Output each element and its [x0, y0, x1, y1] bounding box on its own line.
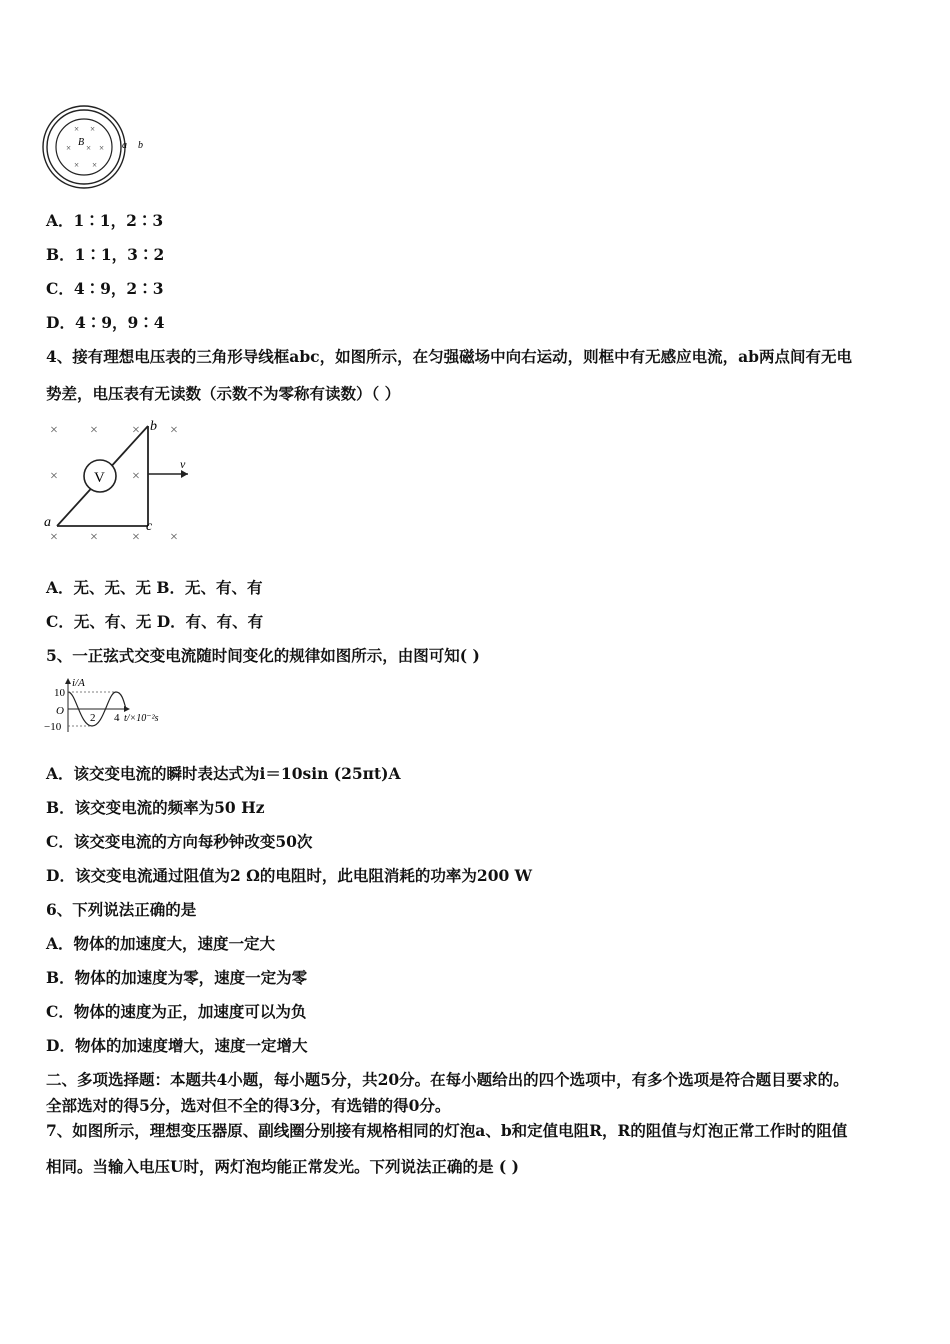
label-v: v: [180, 457, 186, 471]
q3-option-c: C．4∶9，2∶3: [46, 279, 164, 298]
label-a: a: [44, 515, 51, 530]
svg-text:×: ×: [170, 530, 178, 545]
q3-option-d: D．4∶9，9∶4: [46, 313, 165, 332]
svg-text:×: ×: [170, 423, 178, 438]
q6-option-a: A．物体的加速度大，速度一定大: [46, 934, 276, 953]
origin-label: O: [56, 705, 64, 717]
svg-text:×: ×: [74, 160, 80, 170]
q5-option-b: B．该交变电流的频率为50 Hz: [46, 798, 265, 817]
q7-stem-line1: 7、如图所示，理想变压器原、副线圈分别接有规格相同的灯泡a、b和定值电阻R，R的阻值与灯泡正常工作时的阻值: [46, 1121, 848, 1140]
svg-text:×: ×: [92, 160, 98, 170]
svg-text:×: ×: [74, 124, 80, 134]
x-axis-label: t/×10⁻²s: [124, 713, 159, 724]
q3-option-a: A．1∶1，2∶3: [46, 211, 164, 230]
svg-text:×: ×: [90, 423, 98, 438]
q4-stem-line1: 4、接有理想电压表的三角形导线框abc，如图所示，在匀强磁场中向右运动，则框中有无感应电流，ab两点间有无电: [46, 347, 852, 366]
svg-text:×: ×: [50, 469, 58, 484]
q6-option-d: D．物体的加速度增大，速度一定增大: [46, 1036, 308, 1055]
label-b: b: [150, 419, 157, 434]
label-B: B: [78, 137, 85, 148]
label-b: b: [138, 140, 143, 151]
voltmeter-label: V: [94, 470, 105, 486]
y-axis-label: i/A: [72, 677, 85, 689]
q5-option-c: C．该交变电流的方向每秒钟改变50次: [46, 832, 313, 851]
y-axis-arrow: [65, 678, 71, 684]
y-min-label: −10: [44, 721, 62, 733]
section2-line2: 全部选对的得5分，选对但不全的得3分，有选错的得0分。: [46, 1096, 451, 1115]
q6-option-c: C．物体的速度为正，加速度可以为负: [46, 1002, 307, 1021]
svg-text:×: ×: [132, 530, 140, 545]
section2-line1: 二、多项选择题：本题共4小题，每小题5分，共20分。在每小题给出的四个选项中，有多个选项是符合题目要求的。: [46, 1070, 849, 1089]
svg-text:×: ×: [90, 124, 96, 134]
q7-stem-line2: 相同。当输入电压U时，两灯泡均能正常发光。下列说法正确的是 ( ): [46, 1157, 519, 1176]
svg-text:×: ×: [99, 143, 105, 153]
q5-stem: 5、一正弦式交变电流随时间变化的规律如图所示，由图可知( ): [46, 646, 480, 665]
q6-stem: 6、下列说法正确的是: [46, 900, 197, 919]
x-tick-2: 2: [90, 712, 96, 724]
svg-text:×: ×: [50, 530, 58, 545]
svg-text:×: ×: [132, 469, 140, 484]
svg-text:×: ×: [86, 143, 92, 153]
q5-option-a: A．该交变电流的瞬时表达式为i＝10sin (25πt)A: [46, 764, 401, 783]
ring-magnetic-field-figure: [42, 96, 152, 198]
sine-current-graph: [42, 676, 182, 734]
q4-stem-line2: 势差，电压表有无读数（示数不为零称有读数）（ ）: [46, 384, 401, 403]
x-tick-4: 4: [114, 712, 120, 724]
q5-option-d: D．该交变电流通过阻值为2 Ω的电阻时，此电阻消耗的功率为200 W: [46, 866, 533, 885]
svg-text:×: ×: [90, 530, 98, 545]
y-max-label: 10: [54, 687, 65, 699]
field-cross-marks: [66, 124, 104, 170]
triangle-frame-figure: [42, 416, 192, 548]
label-c: c: [146, 519, 153, 534]
label-a: a: [122, 140, 127, 151]
svg-text:×: ×: [132, 423, 140, 438]
velocity-arrow-head: [181, 470, 188, 478]
svg-text:×: ×: [66, 143, 72, 153]
q4-options-line2: C．无、有、无 D．有、有、有: [46, 612, 264, 631]
q4-options-line1: A．无、无、无 B．无、有、有: [46, 578, 263, 597]
q6-option-b: B．物体的加速度为零，速度一定为零: [46, 968, 308, 987]
q3-option-b: B．1∶1，3∶2: [46, 245, 165, 264]
svg-text:×: ×: [50, 423, 58, 438]
